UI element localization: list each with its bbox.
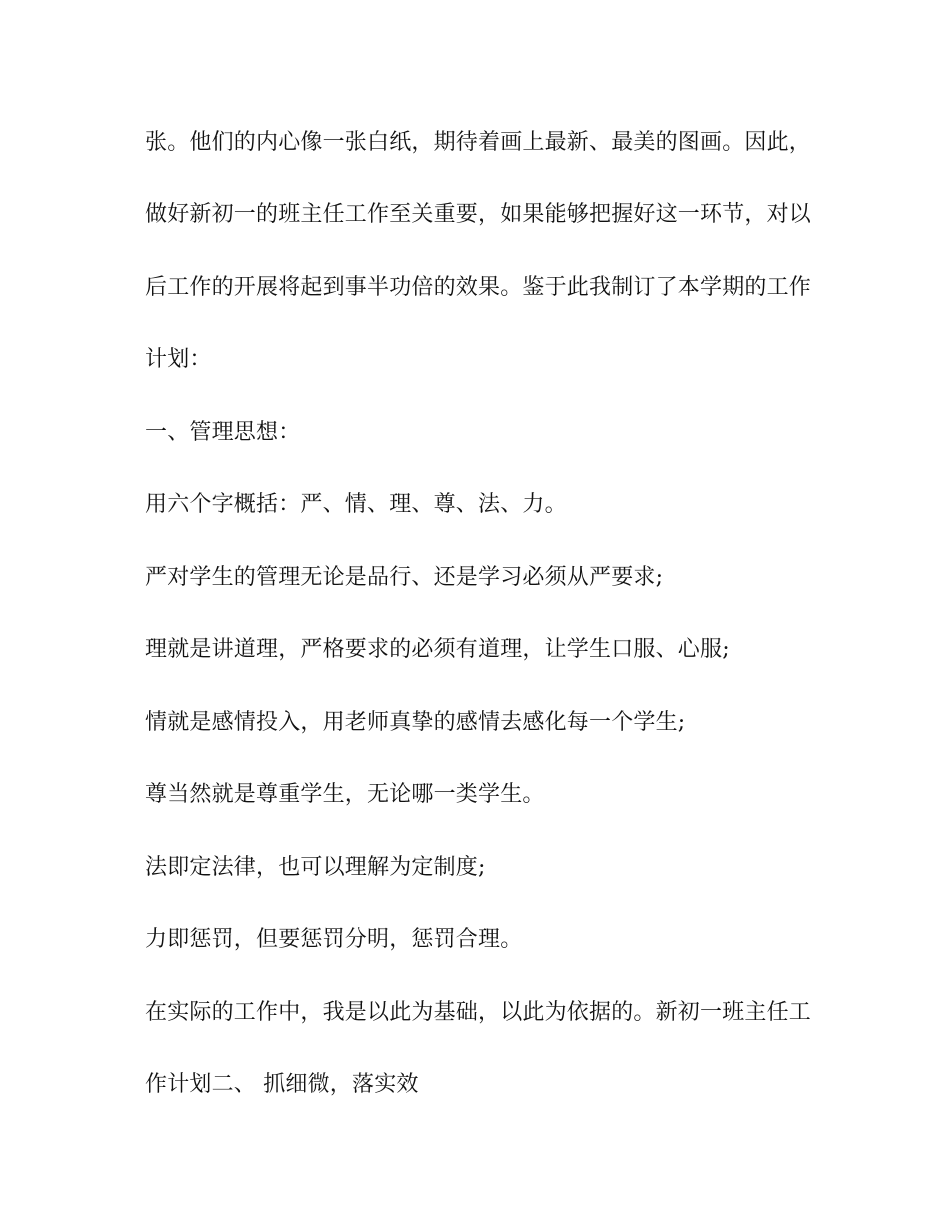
paragraph-line: 张。他们的内心像一张白纸，期待着画上最新、最美的图画。因此，	[145, 130, 812, 155]
paragraph-line: 严对学生的管理无论是品行、还是学习必须从严要求;	[145, 565, 664, 590]
paragraph-line: 法即定法律，也可以理解为定制度;	[145, 855, 486, 880]
paragraph-line: 力即惩罚，但要惩罚分明，惩罚合理。	[145, 927, 523, 952]
paragraph-line: 后工作的开展将起到事半功倍的效果。鉴于此我制订了本学期的工作	[145, 275, 812, 300]
paragraph-line: 用六个字概括：严、情、理、尊、法、力。	[145, 492, 567, 517]
section-heading: 一、管理思想：	[145, 420, 301, 445]
paragraph-line: 理就是讲道理，严格要求的必须有道理，让学生口服、心服;	[145, 637, 730, 662]
paragraph-line: 做好新初一的班主任工作至关重要，如果能够把握好这一环节，对以	[145, 202, 812, 227]
paragraph-line: 作计划二、 抓细微，落实效	[145, 1072, 419, 1097]
paragraph-line: 情就是感情投入，用老师真挚的感情去感化每一个学生;	[145, 710, 686, 735]
paragraph-line: 在实际的工作中，我是以此为基础，以此为依据的。新初一班主任工	[145, 1000, 812, 1025]
paragraph-line: 计划：	[145, 347, 212, 372]
paragraph-line: 尊当然就是尊重学生，无论哪一类学生。	[145, 782, 545, 807]
